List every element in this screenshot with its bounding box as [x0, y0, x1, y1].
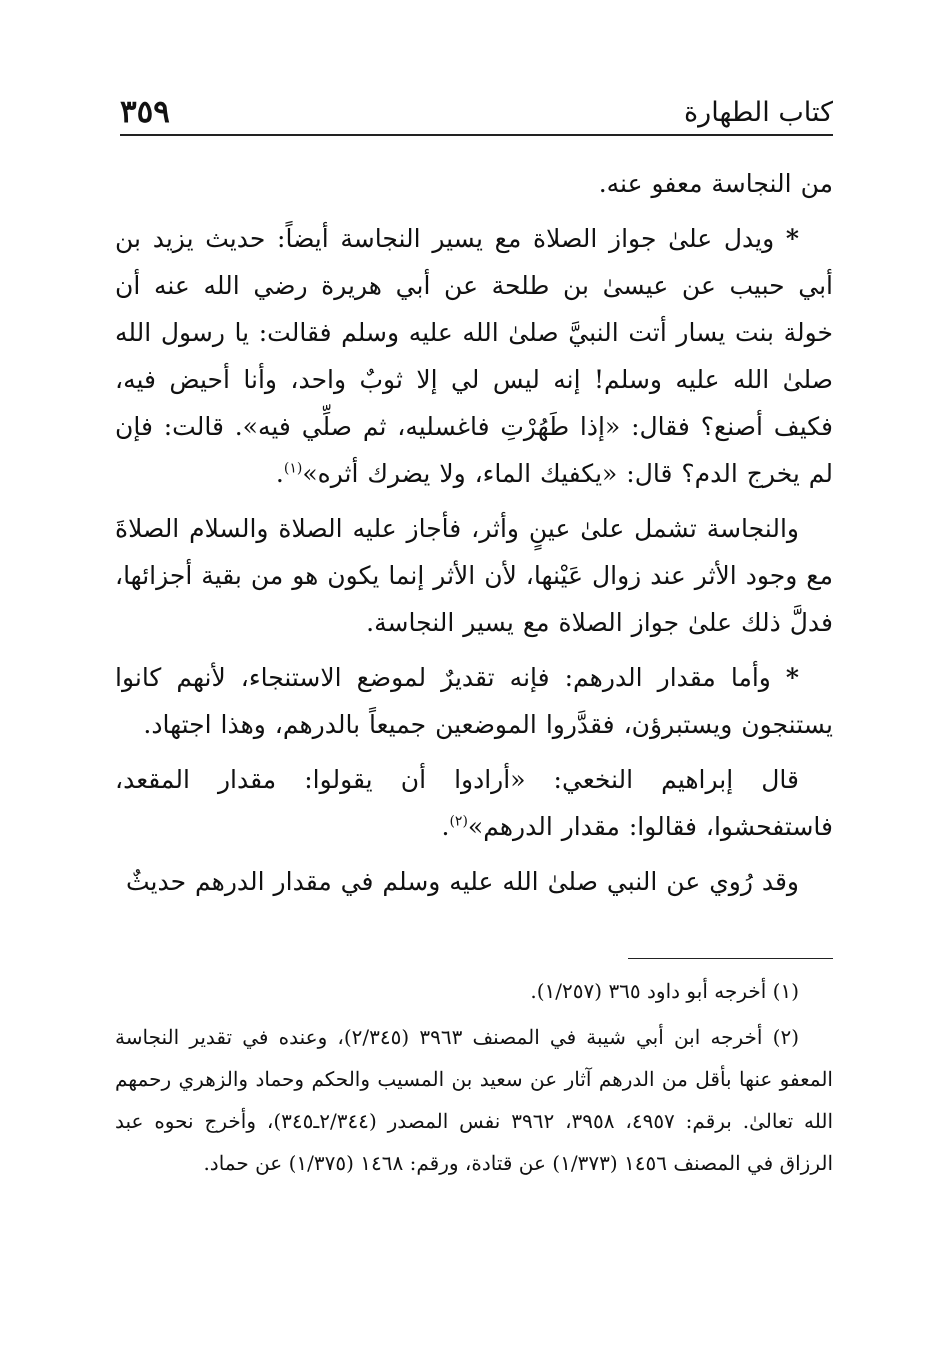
footnote-divider [628, 958, 833, 959]
paragraph-3: والنجاسة تشمل علىٰ عينٍ وأثر، فأجاز عليه الصلاة والسلام الصلاةَ مع وجود الأثر عند زوال عَيْنها، لأن الأثر إنما يكون هو من بقية أجزائها، فدلَّ ذلك علىٰ جواز الصلاة مع يسير النجاسة. [115, 514, 833, 637]
main-text [115, 160, 833, 913]
page-number: ٣٥٩ [120, 94, 170, 130]
paragraph-5 [115, 756, 833, 850]
book-title: كتاب الطهارة [684, 97, 833, 128]
paragraph-5-text: قال إبراهيم النخعي: «أرادوا أن يقولوا: مقدار المقعد، فاستفحشوا، فقالوا: مقدار الدرهم» [115, 765, 833, 841]
running-header [120, 86, 833, 136]
paragraph-4-text: وأما مقدار الدرهم: فإنه تقديرٌ لموضع الاستنجاء، لأنهم كانوا يستنجون ويستبرؤن، فقدَّروا الموضعين جميعاً بالدرهم، وهذا اجتهاد. [115, 663, 833, 739]
paragraph-5-end: . [441, 812, 450, 841]
paragraph-2-text: ويدل علىٰ جواز الصلاة مع يسير النجاسة أيضاً: حديث يزيد بن أبي حبيب عن عيسىٰ بن طلحة عن أبي هريرة رضي الله عنه أن خولة بنت يسار أتت النبيَّ صلىٰ الله عليه وسلم فقالت: يا رسول الله صلىٰ الله عليه وسلم! إنه ليس لي إلا ثوبٌ واحد، وأنا أحيض فيه، فكيف أصنع؟ فقال: «إذا طَهُرْتِ فاغسليه، ثم صلِّي فيه». قالت: فإن لم يخرج الدم؟ قال: «يكفيك الماء، ولا يضرك أثره» [115, 224, 833, 488]
paragraph-2 [115, 215, 833, 497]
footnote-ref-2[interactable]: (٢) [449, 813, 468, 830]
paragraph-6: وقد رُوي عن النبي صلىٰ الله عليه وسلم في مقدار الدرهم حديثٌ [126, 867, 799, 896]
paragraph-4 [115, 654, 833, 748]
paragraph-1: من النجاسة معفو عنه. [598, 169, 833, 198]
paragraph-2-end: . [275, 459, 284, 488]
star-marker: * [785, 224, 799, 253]
footnote-1: (١) أخرجه أبو داود ٣٦٥ (١/٢٥٧). [530, 979, 799, 1003]
footnote-ref-1[interactable]: (١) [283, 460, 303, 477]
footnote-2: (٢) أخرجه ابن أبي شيبة في المصنف ٣٩٦٣ (٢/٣٤٥)، وعنده في تقدير النجاسة المعفو عنها بأقل من الدرهم آثار عن سعيد بن المسيب والحكم وحماد والزهري رحمهم الله تعالىٰ. برقم: ٤٩٥٧، ٣٩٥٨، ٣٩٦٢ نفس المصدر (٢/٣٤٤ـ٣٤٥)، وأخرج نحوه عبد الرزاق في المصنف ١٤٥٦ (١/٣٧٣) عن قتادة، ورقم: ١٤٦٨ (١/٣٧٥) عن حماد. [115, 1025, 834, 1175]
star-marker: * [785, 663, 799, 692]
footnotes [115, 970, 833, 1188]
